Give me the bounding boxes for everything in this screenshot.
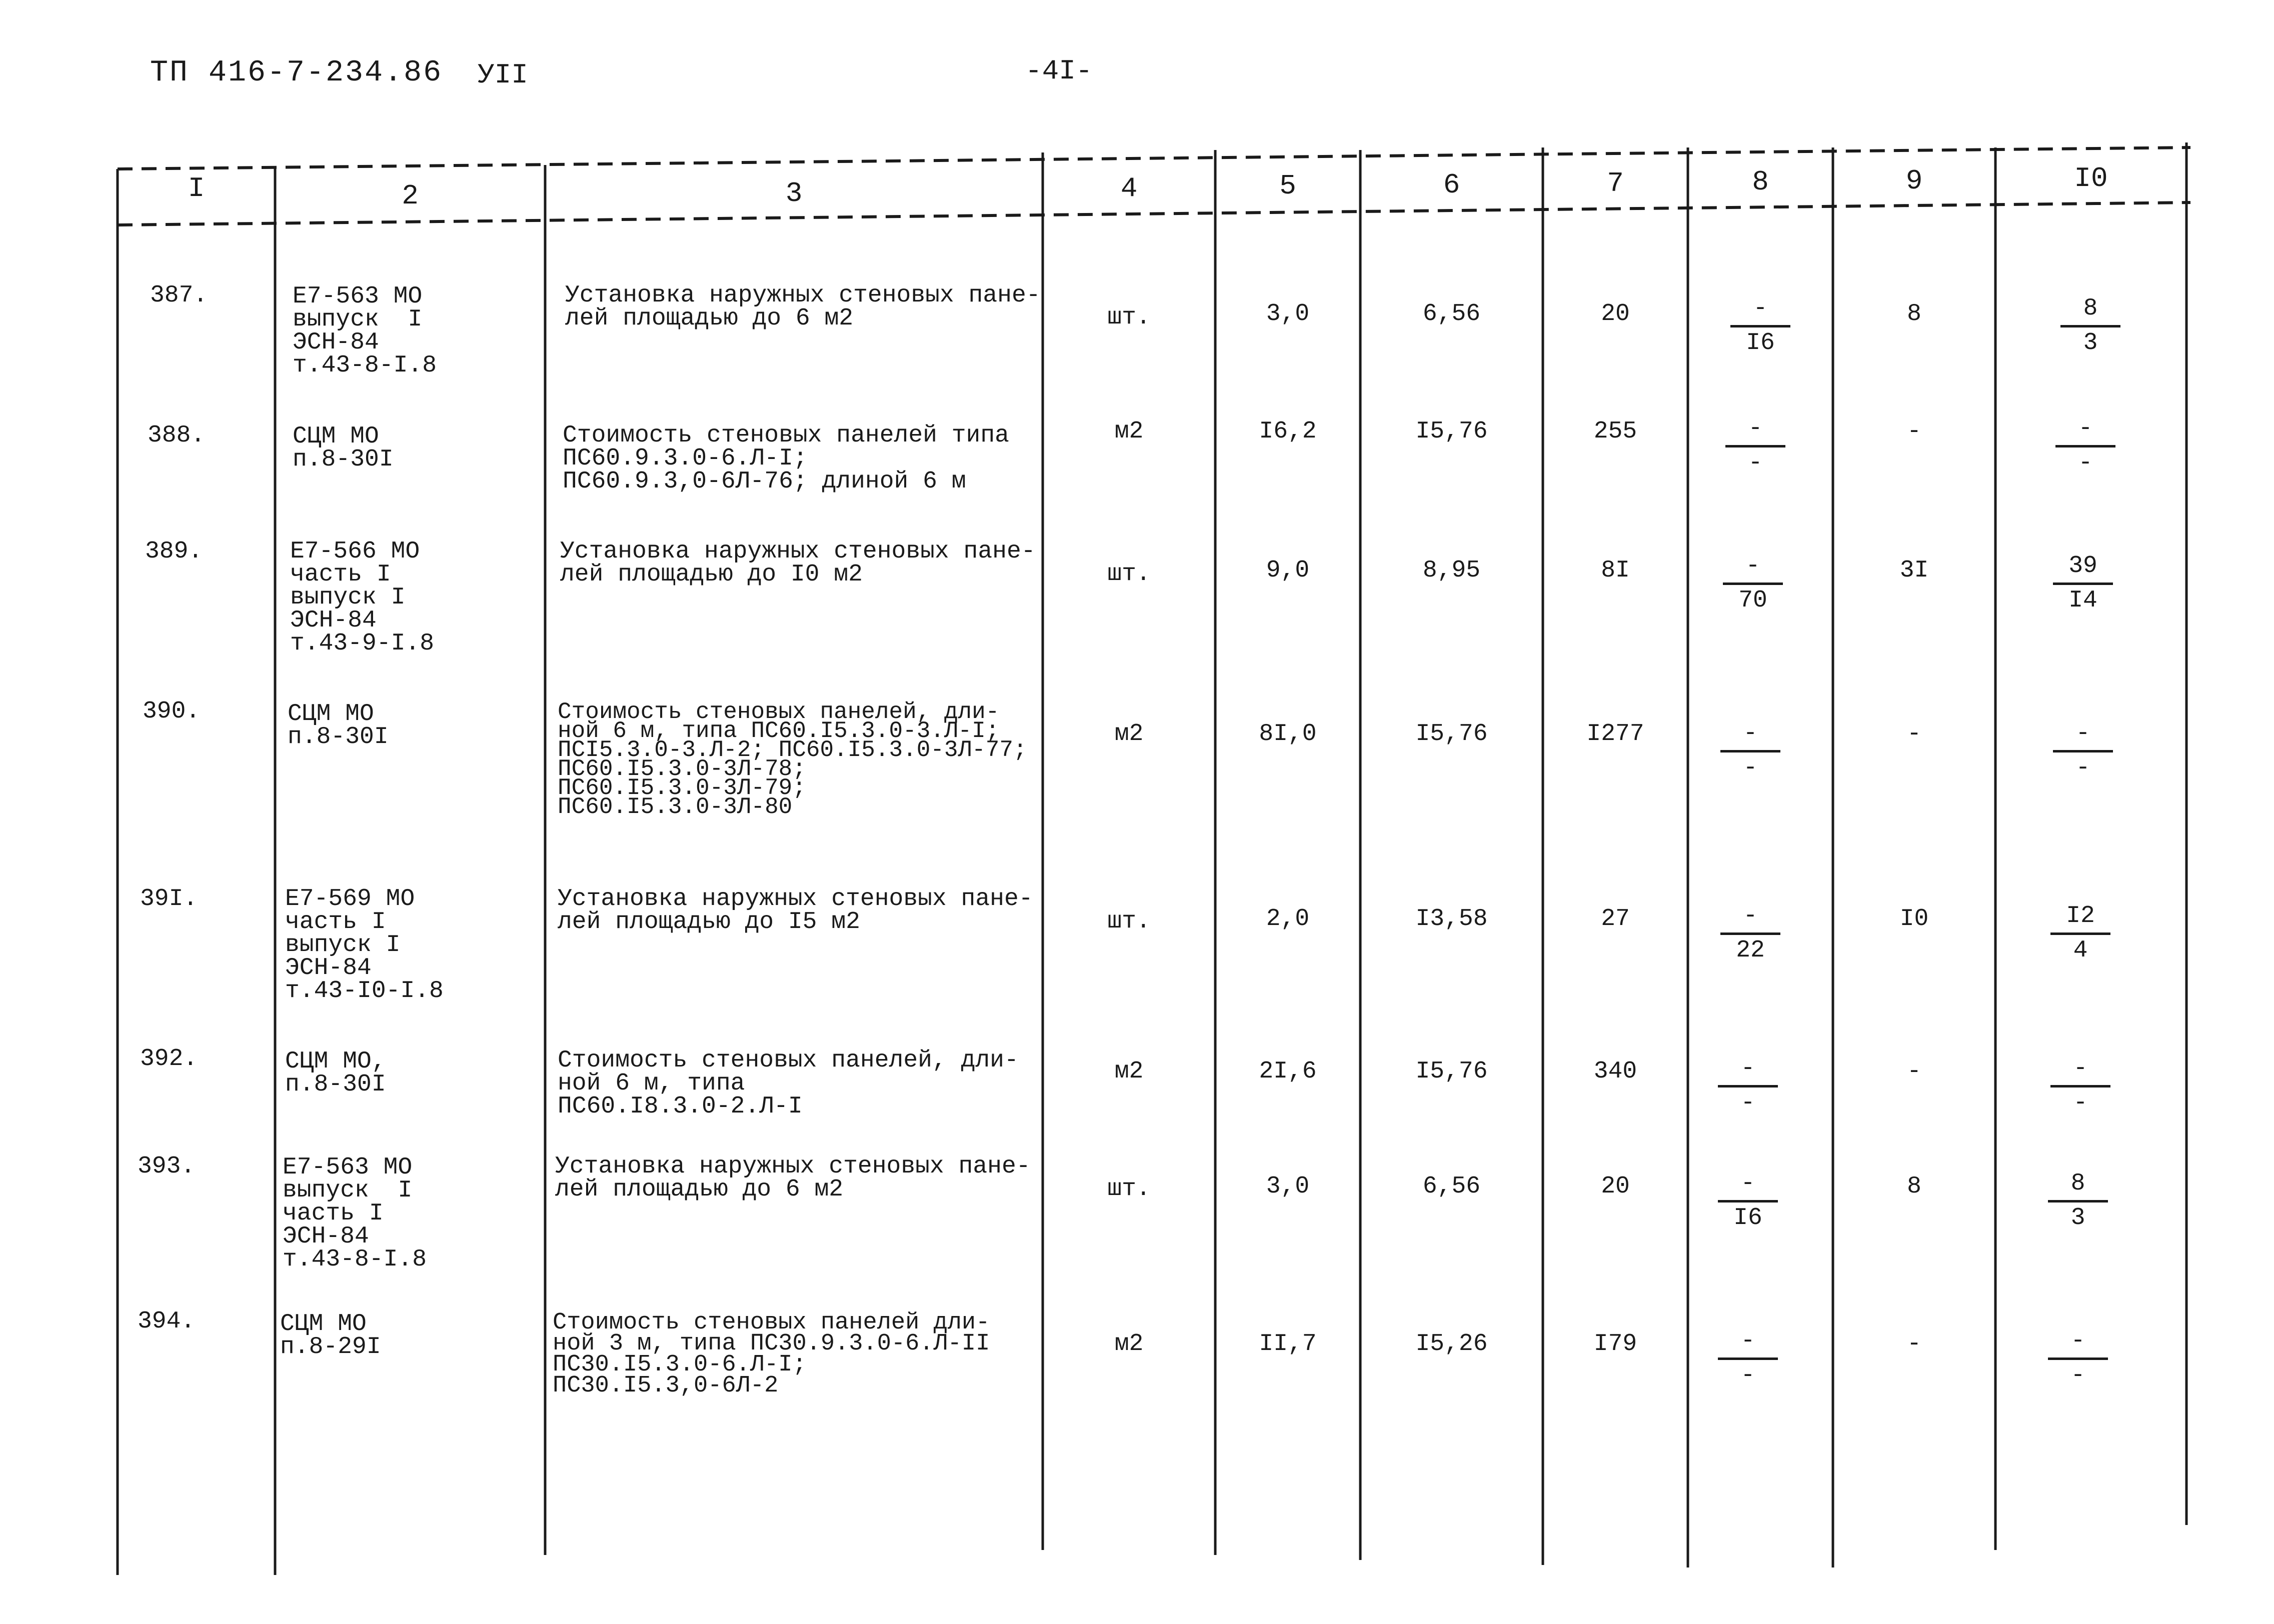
row-description: Установка наружных стеновых пане- лей площадью до I0 м2 [560, 538, 1036, 588]
row-quantity: 2I,6 [1259, 1058, 1317, 1085]
row-total-cost: 20 [1601, 1173, 1630, 1200]
row-col10-fraction: - - [2050, 415, 2120, 476]
row-col9-value: - [1907, 1058, 1921, 1085]
row-col9-value: I0 [1899, 906, 1929, 932]
row-col8-fraction: - - [1720, 415, 1790, 476]
row-unit: шт. [1107, 304, 1151, 331]
row-quantity: II,7 [1259, 1330, 1317, 1358]
column-header-5: 5 [1279, 170, 1296, 202]
row-total-cost: I277 [1586, 720, 1644, 748]
row-col9-value: 8 [1907, 300, 1921, 328]
row-col8-fraction: - 22 [1715, 902, 1785, 964]
row-col8-fraction: - 70 [1718, 552, 1788, 614]
column-header-8: 8 [1752, 166, 1769, 198]
section-number: УII [478, 59, 528, 91]
row-unit: шт. [1107, 908, 1151, 935]
row-unit: шт. [1107, 1176, 1151, 1202]
row-unit: шт. [1107, 560, 1151, 588]
row-number: 389. [145, 538, 203, 565]
row-col9-value: 8 [1907, 1173, 1921, 1200]
column-header-9: 9 [1905, 165, 1923, 197]
row-col10-fraction: I2 4 [2045, 902, 2115, 964]
row-unit-cost: 6,56 [1422, 1173, 1481, 1200]
row-reference: Е7-563 МО выпуск I часть I ЭСН-84 т.43-8-I.8 [283, 1154, 427, 1273]
row-total-cost: 8I [1601, 557, 1630, 584]
document-code: ТП 416-7-234.86 [150, 56, 443, 90]
row-number: 392. [140, 1046, 198, 1072]
row-reference: СЦМ МО, п.8-30I [285, 1048, 386, 1098]
row-number: 387. [150, 282, 208, 309]
column-header-4: 4 [1120, 172, 1138, 204]
column-header-3: 3 [785, 178, 803, 210]
column-header-6: 6 [1443, 169, 1460, 201]
row-quantity: 8I,0 [1259, 720, 1317, 748]
row-total-cost: 340 [1593, 1058, 1637, 1085]
row-description: Установка наружных стеновых пане- лей площадью до 6 м2 [555, 1153, 1031, 1203]
row-unit: м2 [1114, 1330, 1144, 1358]
row-quantity: I6,2 [1259, 418, 1317, 445]
row-col8-fraction: - I6 [1713, 1170, 1783, 1232]
row-total-cost: 27 [1601, 906, 1630, 932]
row-quantity: 3,0 [1266, 1173, 1310, 1200]
row-col9-value: 3I [1899, 557, 1929, 584]
column-header-7: 7 [1607, 168, 1624, 200]
row-total-cost: 255 [1593, 418, 1637, 445]
row-description: Стоимость стеновых панелей, дли- ной 6 м, типа ПС60.I5.3.0-3.Л-I; ПСI5.3.0-3.Л-2; ПС60.I5.3.0-3Л-77; ПС60.I5.3.0-3Л-78; ПС60.I5.3.0-3Л-79; ПС60.I5.3.0-3Л-80 [558, 699, 1027, 820]
column-header-2: 2 [402, 180, 419, 212]
row-number: 390. [143, 698, 201, 725]
row-quantity: 2,0 [1266, 906, 1310, 932]
row-total-cost: I79 [1593, 1330, 1637, 1358]
row-number: 39I. [140, 886, 198, 912]
row-col8-fraction: - - [1713, 1055, 1783, 1116]
row-reference: Е7-563 МО выпуск I ЭСН-84 т.43-8-I.8 [293, 283, 437, 379]
row-col10-fraction: 8 3 [2043, 1170, 2113, 1232]
row-col9-value: - [1907, 720, 1921, 748]
row-number: 388. [148, 422, 206, 449]
row-col10-fraction: 39 I4 [2048, 552, 2118, 614]
row-description: Установка наружных стеновых пане- лей площадью до I5 м2 [558, 886, 1033, 936]
row-col10-fraction: - - [2045, 1055, 2115, 1116]
row-number: 393. [138, 1153, 196, 1180]
row-unit-cost: I5,26 [1415, 1330, 1488, 1358]
row-total-cost: 20 [1601, 300, 1630, 328]
row-reference: Е7-566 МО часть I выпуск I ЭСН-84 т.43-9-I.8 [290, 538, 435, 657]
row-unit-cost: 6,56 [1422, 300, 1481, 328]
row-unit-cost: 8,95 [1422, 557, 1481, 584]
row-col10-fraction: - - [2048, 720, 2118, 782]
row-col9-value: - [1907, 418, 1921, 445]
row-unit: м2 [1114, 1058, 1144, 1085]
row-unit-cost: I5,76 [1415, 418, 1488, 445]
row-col8-fraction: - I6 [1725, 295, 1795, 356]
row-unit-cost: I3,58 [1415, 906, 1488, 932]
row-col10-fraction: - - [2043, 1328, 2113, 1389]
row-unit-cost: I5,76 [1415, 720, 1488, 748]
row-unit-cost: I5,76 [1415, 1058, 1488, 1085]
row-unit: м2 [1114, 418, 1144, 445]
row-reference: СЦМ МО п.8-30I [288, 700, 389, 750]
row-number: 394. [138, 1308, 196, 1335]
row-description: Стоимость стеновых панелей типа ПС60.9.3.0-6.Л-I; ПС60.9.3,0-6Л-76; длиной 6 м [563, 422, 1009, 495]
row-col8-fraction: - - [1713, 1328, 1783, 1389]
row-quantity: 9,0 [1266, 557, 1310, 584]
row-reference: Е7-569 МО часть I выпуск I ЭСН-84 т.43-I0-I.8 [285, 886, 444, 1004]
column-header-1: I [188, 172, 205, 204]
row-reference: СЦМ МО п.8-30I [293, 423, 394, 473]
row-unit: м2 [1114, 720, 1144, 748]
column-header-10: I0 [2074, 162, 2108, 194]
row-col10-fraction: 8 3 [2055, 295, 2125, 356]
row-col9-value: - [1907, 1330, 1921, 1358]
row-description: Стоимость стеновых панелей дли- ной 3 м, типа ПС30.9.3.0-6.Л-II ПС30.I5.3.0-6.Л-I; ПС30.I5.3,0-6Л-2 [553, 1310, 990, 1399]
row-description: Установка наружных стеновых пане- лей площадью до 6 м2 [565, 282, 1041, 332]
row-quantity: 3,0 [1266, 300, 1310, 328]
row-reference: СЦМ МО п.8-29I [280, 1310, 381, 1360]
page-number: -4I- [1025, 55, 1093, 87]
row-description: Стоимость стеновых панелей, дли- ной 6 м, типа ПС60.I8.3.0-2.Л-I [558, 1047, 1019, 1120]
row-col8-fraction: - - [1715, 720, 1785, 782]
